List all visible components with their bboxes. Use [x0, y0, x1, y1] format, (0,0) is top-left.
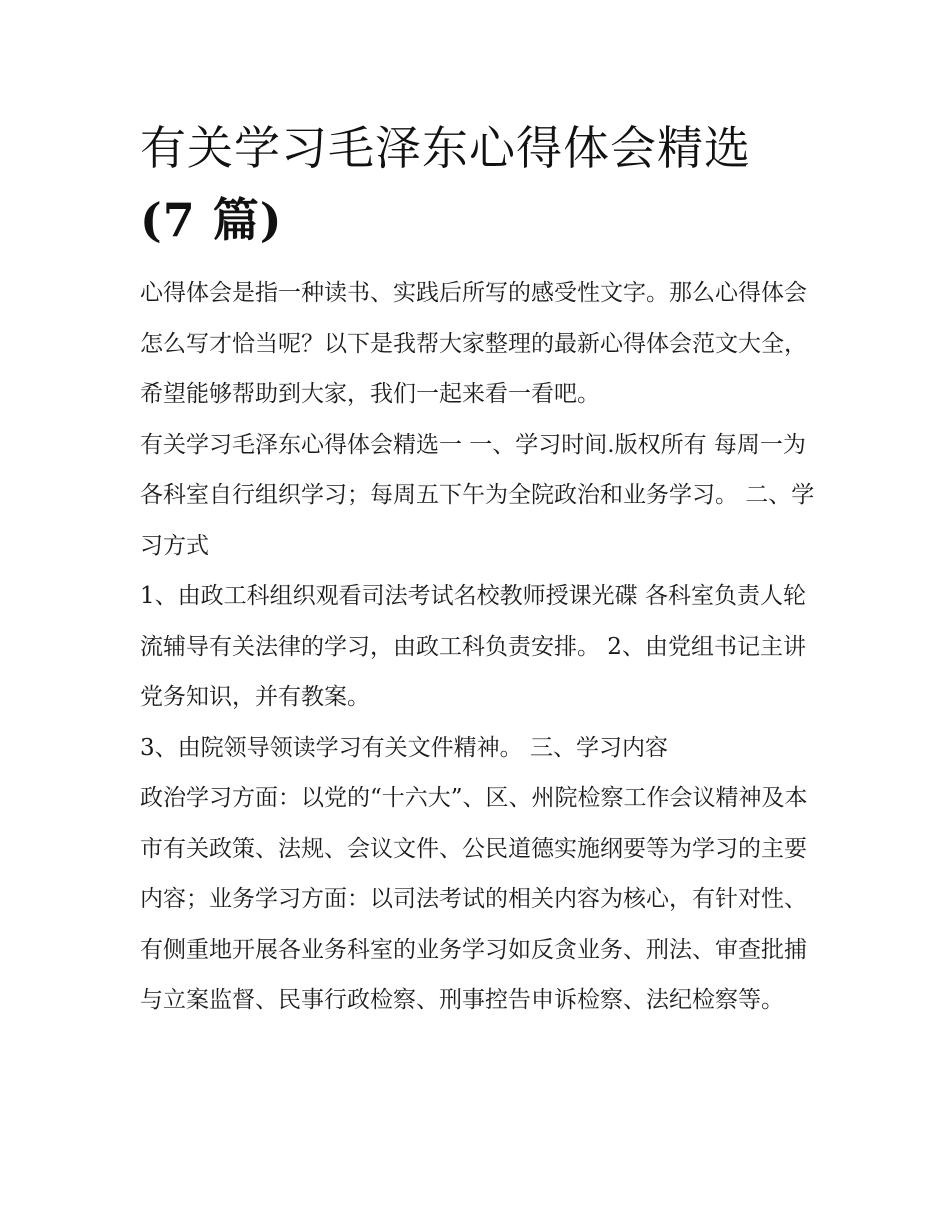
title-line-2: (7 篇)	[140, 193, 283, 247]
content-paragraph: 政治学习方面：以党的“十六大”、区、州院检察工作会议精神及本市有关政策、法规、会议文件、公民道德实施纲要等为学习的主要内容；业务学习方面：以司法考试的相关内容为核心，有针对性、有侧重地开展各业务科室的业务学习如反贪业务、刑法、审查批捕与立案监督、民事行政检察、刑事控告申诉检察、法纪检察等。	[140, 785, 808, 1013]
method-item-1-2-paragraph: 1、由政工科组织观看司法考试名校教师授课光碟 各科室负责人轮流辅导有关法律的学习，由政工科负责安排。 2、由党组书记主讲党务知识，并有教案。	[140, 583, 806, 710]
method-item-3-paragraph: 3、由院领导领读学习有关文件精神。 三、学习内容	[140, 734, 668, 761]
title-line-1: 有关学习毛泽东心得体会精选	[140, 121, 751, 175]
document-title	[140, 112, 820, 256]
intro-paragraph: 心得体会是指一种读书、实践后所写的感受性文字。那么心得体会怎么写才恰当呢？以下是我帮大家整理的最新心得体会范文大全，希望能够帮助到大家，我们一起来看一看吧。	[140, 280, 807, 407]
section-one-paragraph: 有关学习毛泽东心得体会精选一 一、学习时间.版权所有 每周一为各科室自行组织学习；每周五下午为全院政治和业务学习。 二、学习方式	[140, 431, 815, 559]
document-body	[140, 112, 820, 1026]
